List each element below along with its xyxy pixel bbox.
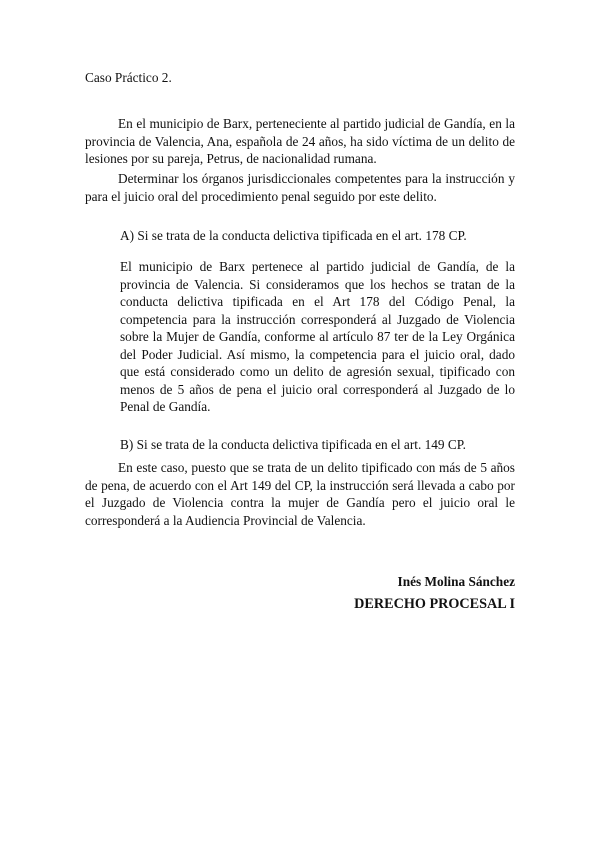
author-name: Inés Molina Sánchez [397,574,515,589]
section-b-answer: En este caso, puesto que se trata de un delito tipificado con más de 5 años de pena, de acuerdo con el Art 149 del CP, la instrucción será llevada a cabo por el Juzgado de Violencia contra la mujer de Gandía pero el juicio oral le corresponderá a la Audiencia Provincial de Valencia. [85,460,515,528]
section-a-answer: El municipio de Barx pertenece al partido judicial de Gandía, de la provincia de Valencia. Si consideramos que los hechos se tratan de la conducta delictiva tipificada en el Art 178 del Código Penal, la competencia para la instrucción corresponderá al Juzgado de Violencia sobre la Mujer de Gandía, conforme al artículo 87 ter de la Ley Orgánica del Poder Judicial. Así mismo, la competencia para el juicio oral, dado que está considerado como un delito de agresión sexual, tipificado con menos de 5 años de pena el juicio oral corresponderá al Juzgado de lo Penal de Gandía. [120,259,515,414]
intro-paragraph: En el municipio de Barx, perteneciente al partido judicial de Gandía, en la provincia de Valencia, Ana, española de 24 años, ha sido víctima de un delito de lesiones por su pareja, Petrus, de nacionalidad rumana. [85,116,515,166]
section-a-heading: A) Si se trata de la conducta delictiva tipificada en el art. 178 CP. [120,228,467,243]
document-title: Caso Práctico 2. [85,70,172,85]
section-b-heading: B) Si se trata de la conducta delictiva tipificada en el art. 149 CP. [120,437,466,452]
question-paragraph: Determinar los órganos jurisdiccionales competentes para la instrucción y para el juicio oral del procedimiento penal seguido por este delito. [85,171,515,204]
course-name: DERECHO PROCESAL I [354,596,515,612]
